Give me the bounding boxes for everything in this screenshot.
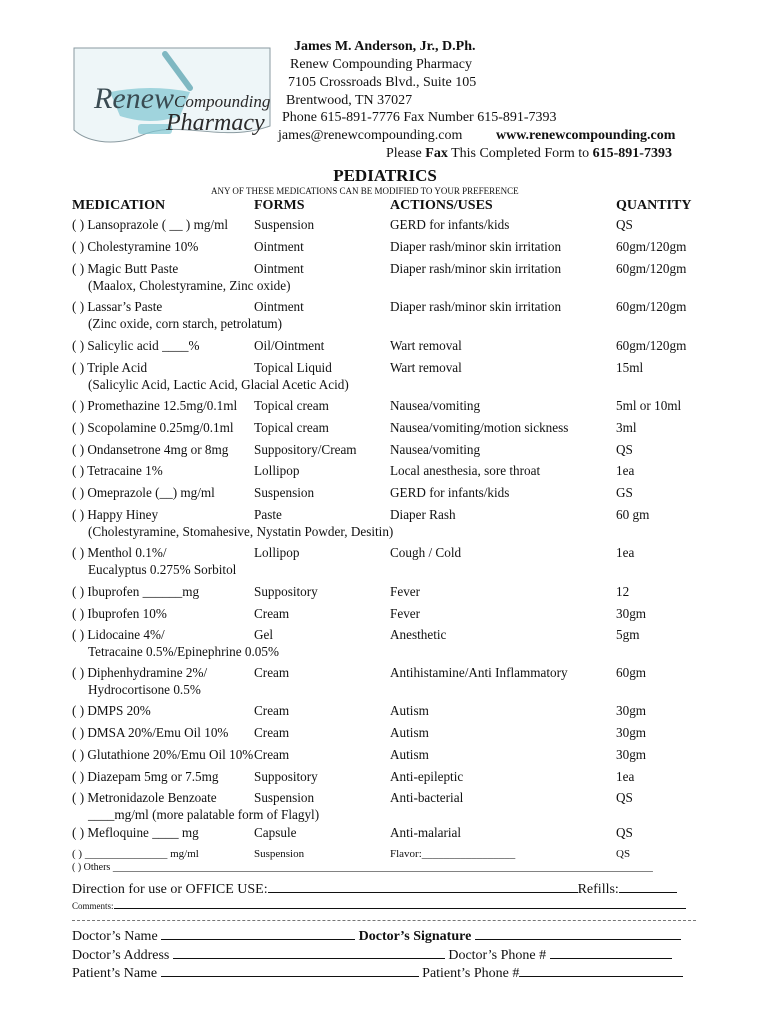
medication-quantity: QS <box>616 848 631 860</box>
medication-quantity: 60gm/120gm <box>616 261 687 276</box>
medication-ingredients: ____mg/ml (more palatable form of Flagyl) <box>88 807 320 822</box>
medication-use: Diaper rash/minor skin irritation <box>390 261 562 276</box>
website-link[interactable]: www.renewcompounding.com <box>496 128 676 143</box>
medication-quantity: QS <box>616 442 633 457</box>
medication-form: Topical Liquid <box>254 360 332 375</box>
medication-quantity: 30gm <box>616 747 647 762</box>
medication-quantity: 60gm/120gm <box>616 239 687 254</box>
medication-use: Anti-malarial <box>390 825 462 840</box>
medication-ingredients: (Cholestyramine, Stomahesive, Nystatin Powder, Desitin) <box>88 524 394 539</box>
medication-form: Ointment <box>254 299 304 314</box>
medication-name: ( ) Ibuprofen 10% <box>72 606 167 621</box>
medication-name: ( ) Salicylic acid ____% <box>72 338 200 353</box>
doctor-name-line[interactable]: Doctor’s Name Doctor’s Signature <box>72 927 681 945</box>
medication-name: ( ) Lidocaine 4%/ <box>72 627 165 642</box>
medication-quantity: 15ml <box>616 360 644 375</box>
medication-quantity: 30gm <box>616 725 647 740</box>
medication-form: Cream <box>254 665 290 680</box>
doctor-address-line[interactable]: Doctor’s Address Doctor’s Phone # <box>72 946 672 964</box>
medication-quantity: 5ml or 10ml <box>616 398 682 413</box>
medication-ingredients: (Maalox, Cholestyramine, Zinc oxide) <box>88 278 291 293</box>
medication-name: ( ) Omeprazole (__) mg/ml <box>72 485 215 500</box>
medication-form: Lollipop <box>254 463 300 478</box>
medication-use: Nausea/vomiting <box>390 442 481 457</box>
pharmacist-name: James M. Anderson, Jr., D.Ph. <box>294 39 476 54</box>
medication-quantity: 30gm <box>616 606 647 621</box>
col-actions: ACTIONS/USES <box>390 198 493 213</box>
medication-name: ( ) Diphenhydramine 2%/ <box>72 665 208 680</box>
medication-name: ( ) Lassar’s Paste <box>72 299 163 314</box>
medication-name: ( ) Happy Hiney <box>72 507 159 522</box>
subtitle: ANY OF THESE MEDICATIONS CAN BE MODIFIED TO YOUR PREFERENCE <box>211 186 519 196</box>
email-link[interactable]: james@renewcompounding.com <box>278 128 463 143</box>
medication-quantity: 12 <box>616 584 630 599</box>
medication-quantity: 1ea <box>616 769 635 784</box>
medication-name: ( ) Promethazine 12.5mg/0.1ml <box>72 398 238 413</box>
address-line-1: 7105 Crossroads Blvd., Suite 105 <box>288 75 477 90</box>
medication-use: Diaper Rash <box>390 507 456 522</box>
logo-pharmacy: Pharmacy <box>166 110 265 136</box>
medication-use: Wart removal <box>390 338 462 353</box>
medication-name: ( ) Ondansetrone 4mg or 8mg <box>72 442 229 457</box>
medication-form: Ointment <box>254 261 304 276</box>
medication-name: ( ) Scopolamine 0.25mg/0.1ml <box>72 420 234 435</box>
medication-quantity: QS <box>616 217 633 232</box>
medication-form: Gel <box>254 627 274 642</box>
medication-use: Fever <box>390 584 421 599</box>
medication-ingredients: Hydrocortisone 0.5% <box>88 682 201 697</box>
medication-use: Nausea/vomiting <box>390 398 481 413</box>
medication-use: Nausea/vomiting/motion sickness <box>390 420 569 435</box>
medication-ingredients: Tetracaine 0.5%/Epinephrine 0.05% <box>88 644 279 659</box>
page-title: PEDIATRICS <box>333 166 437 185</box>
medication-quantity: 60gm <box>616 665 647 680</box>
medication-name: ( ) Ibuprofen ______mg <box>72 584 200 599</box>
medication-form: Suppository/Cream <box>254 442 357 457</box>
address-line-2: Brentwood, TN 37027 <box>286 93 413 108</box>
medication-use: Autism <box>390 703 429 718</box>
medication-form: Ointment <box>254 239 304 254</box>
medication-form: Cream <box>254 747 290 762</box>
phone-fax-line: Phone 615-891-7776 Fax Number 615-891-7393 <box>282 110 557 125</box>
medication-use: GERD for infants/kids <box>390 217 510 232</box>
medication-form: Oil/Ointment <box>254 338 325 353</box>
medication-name: ( ) Tetracaine 1% <box>72 463 163 478</box>
fax-instruction: Please Fax This Completed Form to 615-891-7393 <box>386 146 672 161</box>
pharmacy-logo <box>70 44 275 154</box>
medication-name: ( ) Menthol 0.1%/ <box>72 545 167 560</box>
medication-form: Topical cream <box>254 398 329 413</box>
medication-form: Cream <box>254 606 290 621</box>
medication-form: Suppository <box>254 769 318 784</box>
divider <box>72 920 696 921</box>
medication-use: Diaper rash/minor skin irritation <box>390 299 562 314</box>
medication-form: Cream <box>254 725 290 740</box>
medication-quantity: 60 gm <box>616 507 650 522</box>
medication-quantity: QS <box>616 790 633 805</box>
direction-line[interactable]: Direction for use or OFFICE USE: Refills: <box>72 880 677 898</box>
patient-name-line[interactable]: Patient’s Name Patient’s Phone # <box>72 964 683 982</box>
medication-name: ( ) Metronidazole Benzoate <box>72 790 217 805</box>
medication-name: ( ) Magic Butt Paste <box>72 261 179 276</box>
medication-name: ( ) DMPS 20% <box>72 703 151 718</box>
medication-use: Anti-epileptic <box>390 769 464 784</box>
medication-ingredients: (Zinc oxide, corn starch, petrolatum) <box>88 316 283 331</box>
col-medication: MEDICATION <box>72 198 166 213</box>
medication-name: ( ) Lansoprazole ( __ ) mg/ml <box>72 217 229 232</box>
medication-form: Cream <box>254 703 290 718</box>
medication-quantity: 3ml <box>616 420 637 435</box>
medication-name: ( ) Cholestyramine 10% <box>72 239 199 254</box>
medication-use: Flavor:_________________ <box>390 848 516 860</box>
medication-ingredients: Eucalyptus 0.275% Sorbitol <box>88 562 237 577</box>
medication-use: Antihistamine/Anti Inflammatory <box>390 665 568 680</box>
logo-compounding: Compounding <box>174 92 271 111</box>
medication-use: GERD for infants/kids <box>390 485 510 500</box>
medication-quantity: QS <box>616 825 633 840</box>
medication-use: Autism <box>390 747 429 762</box>
medication-quantity: 60gm/120gm <box>616 338 687 353</box>
medication-name: ( ) Mefloquine ____ mg <box>72 825 199 840</box>
medication-use: Local anesthesia, sore throat <box>390 463 541 478</box>
medication-use: Anti-bacterial <box>390 790 464 805</box>
medication-form: Suspension <box>254 790 315 805</box>
col-quantity: QUANTITY <box>616 198 692 213</box>
medication-form: Suspension <box>254 485 315 500</box>
company-name: Renew Compounding Pharmacy <box>290 57 472 72</box>
medication-name: ( ) Diazepam 5mg or 7.5mg <box>72 769 219 784</box>
medication-use: Wart removal <box>390 360 462 375</box>
medication-form: Lollipop <box>254 545 300 560</box>
comments-line[interactable]: Comments: <box>72 900 686 911</box>
medication-use: Anesthetic <box>390 627 447 642</box>
medication-form: Paste <box>254 507 282 522</box>
medication-form: Suppository <box>254 584 318 599</box>
medication-quantity: GS <box>616 485 633 500</box>
medication-use: Diaper rash/minor skin irritation <box>390 239 562 254</box>
medication-quantity: 60gm/120gm <box>616 299 687 314</box>
logo-renew: Renew <box>94 82 174 115</box>
medication-quantity: 1ea <box>616 463 635 478</box>
medication-use: Fever <box>390 606 421 621</box>
medication-name: ( ) _______________ mg/ml <box>72 848 199 860</box>
medication-use: Autism <box>390 725 429 740</box>
medication-form: Suspension <box>254 848 305 860</box>
medication-name: ( ) Glutathione 20%/Emu Oil 10% <box>72 747 254 762</box>
medication-ingredients: (Salicylic Acid, Lactic Acid, Glacial Acetic Acid) <box>88 377 349 392</box>
medication-name: ( ) Triple Acid <box>72 360 148 375</box>
medication-quantity: 30gm <box>616 703 647 718</box>
medication-form: Topical cream <box>254 420 329 435</box>
medication-form: Capsule <box>254 825 297 840</box>
medication-quantity: 5gm <box>616 627 640 642</box>
medication-use: Cough / Cold <box>390 545 462 560</box>
medication-name: ( ) DMSA 20%/Emu Oil 10% <box>72 725 229 740</box>
medication-form: Suspension <box>254 217 315 232</box>
col-forms: FORMS <box>254 198 305 213</box>
medication-quantity: 1ea <box>616 545 635 560</box>
others-line[interactable]: ( ) Others ____________________________________________________________________________________________________________ <box>72 862 653 873</box>
